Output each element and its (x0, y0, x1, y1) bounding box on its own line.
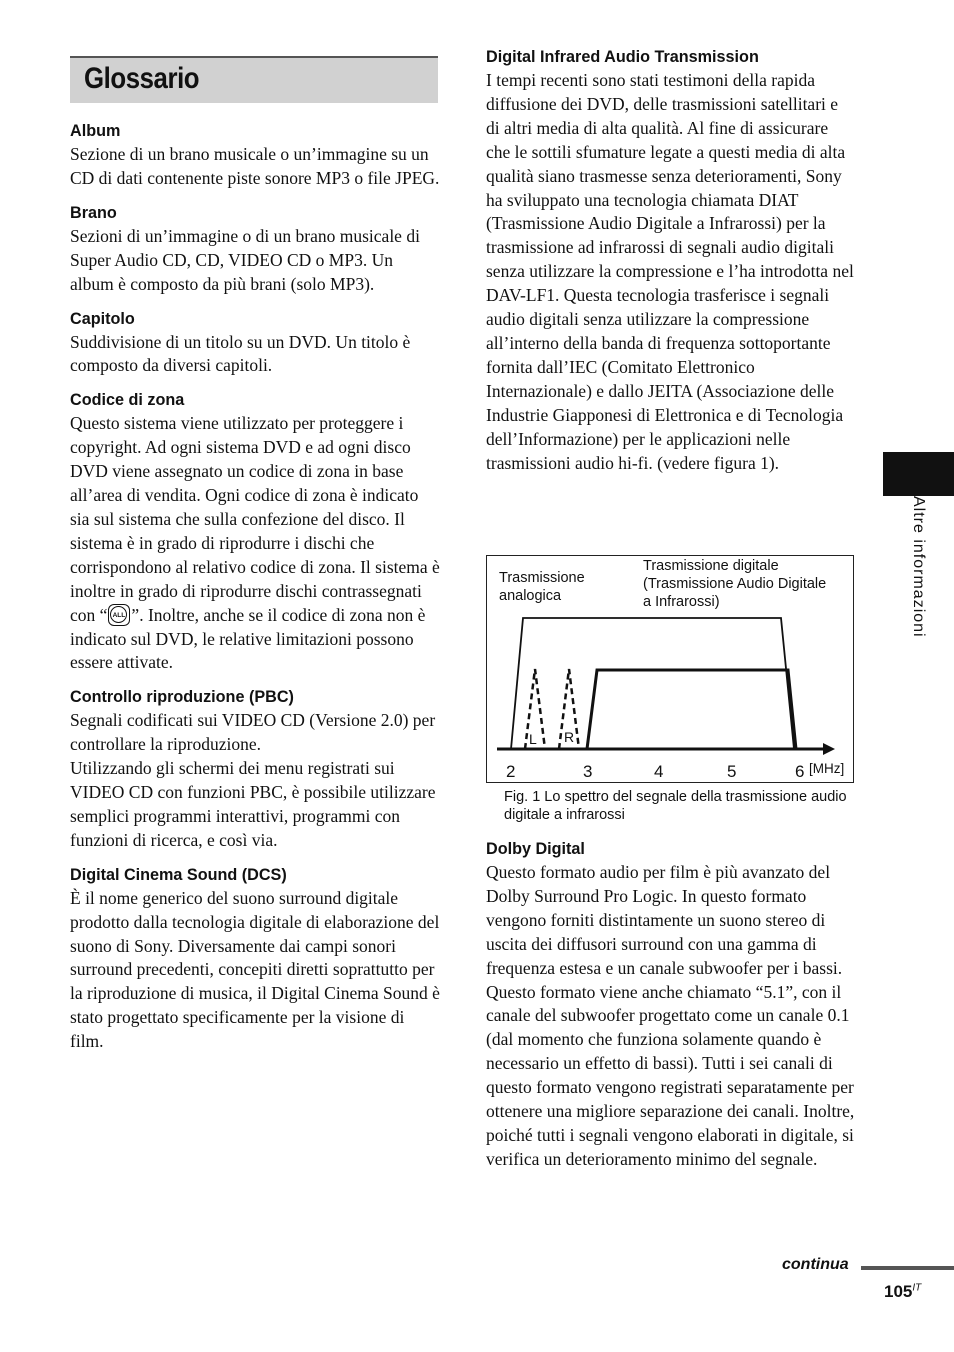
section-sidebar (903, 496, 927, 676)
term-definition-continued: Utilizzando gli schermi dei menu registrati sui VIDEO CD con funzioni PBC, è possibile utilizzare semplici programmi interattivi, programmi con funzioni di ricerca, e così via. (70, 758, 436, 850)
region-all-label: ALL (110, 606, 127, 623)
axis-arrowhead (823, 743, 835, 755)
label-digital-line2: (Trasmissione Audio Digitale (643, 576, 827, 592)
axis-unit: [MHz] (809, 761, 845, 776)
tick-label: 4 (654, 762, 664, 781)
tick-label: 6 (795, 762, 805, 781)
glossary-entry-capitolo (70, 308, 440, 379)
term-heading: Brano (70, 203, 117, 222)
term-definition: Questo formato audio per film è più avanzato del Dolby Surround Pro Logic. In questo formato vengono forniti distintamente un suono stereo di uscita dei diffusori surround con una gamma di frequenza estesa e un canale subwoofer per i bassi. Questo formato viene anche chiamato “5.1”, con il canale del subwoofer progettato come un canale 0.1 (dal momento che funziona solamente quando è necessario un effetto di bassi). Tutti i sei canali di questo formato vengono registrati separatamente per ottenere una migliore separazione dei canali. Inoltre, poiché tutti i segnali vengono elaborati in digitale, si verifica un deterioramento minimo del segnale. (486, 862, 855, 1169)
region-all-icon (108, 604, 130, 626)
continua-label: continua (782, 1256, 849, 1273)
term-definition: Sezione di un brano musicale o un’immagine su un CD di dati contenente piste sonore MP3 o file JPEG. (70, 144, 440, 188)
term-definition: Suddivisione di un titolo su un DVD. Un titolo è composto da diversi capitoli. (70, 331, 411, 376)
left-column (70, 120, 440, 1065)
tick-label: 2 (506, 762, 516, 781)
page-language-suffix: IT (912, 1282, 922, 1294)
analog-band-outline (511, 618, 794, 749)
definition-text-after: ”. Inoltre, anche se il codice di zona non è indicato sul DVD, le relative limitazioni possono essere attivate. (70, 604, 426, 673)
term-heading: Controllo riproduzione (PBC) (70, 688, 294, 707)
term-definition: È il nome generico del suono surround digitale prodotto dalla tecnologia digitale di elaborazione del suono di Sony. Diversamente dai campi sonori surround precedenti, concepiti diretti soprattutto per la riproduzione di musica, il Digital Cinema Sound è stato progettato specificamente per la visione di film. (70, 887, 440, 1052)
term-heading: Capitolo (70, 309, 135, 328)
glossary-entry-brano (70, 202, 440, 297)
term-definition: Sezioni di un’immagine o di un brano musicale di Super Audio CD, CD, VIDEO CD o MP3. Un album è composto da più brani (solo MP3). (70, 225, 420, 294)
tick-label: 3 (583, 762, 593, 781)
figure-caption: Fig. 1 Lo spettro del segnale della trasmissione audio digitale a infrarossi (504, 789, 847, 823)
term-heading: Codice di zona (70, 391, 185, 410)
page-number-value: 105 (884, 1282, 913, 1301)
glossary-entry-diat (486, 46, 856, 475)
section-tab-marker (883, 452, 954, 496)
right-column-bottom (486, 838, 856, 1183)
channel-label-left: L (529, 731, 537, 747)
label-analog-line1: Trasmissione (499, 570, 585, 586)
digital-band-outline (587, 670, 796, 749)
page-title: Glossario (84, 62, 200, 95)
spectrum-figure (486, 555, 854, 783)
label-analog-line2: analogica (499, 588, 562, 604)
glossary-entry-dcs (70, 864, 440, 1054)
title-box (70, 56, 438, 103)
definition-text-before: Questo sistema viene utilizzato per proteggere i copyright. Ad ogni sistema DVD e ad ogni disco DVD viene assegnato un codice di zona in base all’area di vendita. Ogni codice di zona è indicato sia sul sistema che sulla confezione del disco. Il sistema è in grado di riprodurre i dischi che corrispondono al relativo codice di zona. Il sistema è inoltre in grado di riprodurre dischi contrassegnati con “ (70, 413, 440, 625)
tick-label: 5 (727, 762, 737, 781)
channel-label-right: R (564, 729, 575, 745)
glossary-entry-codice-zona (70, 389, 440, 675)
term-definition (70, 412, 440, 675)
label-digital-line1: Trasmissione digitale (643, 558, 779, 574)
page-number (884, 1282, 921, 1302)
glossary-entry-pbc (70, 686, 440, 852)
spectrum-diagram (487, 556, 855, 784)
term-heading: Digital Infrared Audio Transmission (486, 48, 759, 66)
right-column-top (486, 46, 856, 486)
term-heading: Dolby Digital (486, 840, 585, 858)
label-digital-line3: a Infrarossi) (643, 594, 720, 610)
sidebar-label: Altre informazioni (910, 496, 927, 638)
term-heading: Album (70, 122, 121, 140)
glossary-entry-dolby-digital (486, 838, 856, 1172)
term-definition: I tempi recenti sono stati testimoni della rapida diffusione dei DVD, delle trasmissioni satellitari e di altri media di alta qualità. Al fine di assicurare che le sottili sfumature legate a questi media di alta qualità siano trasmesse senza deterioramenti, Sony ha sviluppato una tecnologia chiamata DIAT (Trasmissione Audio Digitale a Infrarossi) per la trasmissione ad infrarossi di segnali audio digitali senza utilizzare la compressione e l’ha introdotta nel DAV-LF1. Questa tecnologia trasferisce i segnali audio digitali senza utilizzare la compressione all’interno della banda di frequenza sottoportante fornita dall’IEC (Comitato Elettronico Internazionale) e dallo JEITA (Associazione delle Industrie Giapponesi di Elettronica e di Tecnologia dell’Informazione) per le applicazioni nelle trasmissioni audio hi-fi. (vedere figura 1). (486, 70, 854, 473)
term-heading: Digital Cinema Sound (DCS) (70, 865, 287, 884)
continua-rule (861, 1266, 954, 1270)
glossary-entry-album (70, 120, 440, 191)
term-definition: Segnali codificati sui VIDEO CD (Versione 2.0) per controllare la riproduzione. (70, 710, 436, 755)
